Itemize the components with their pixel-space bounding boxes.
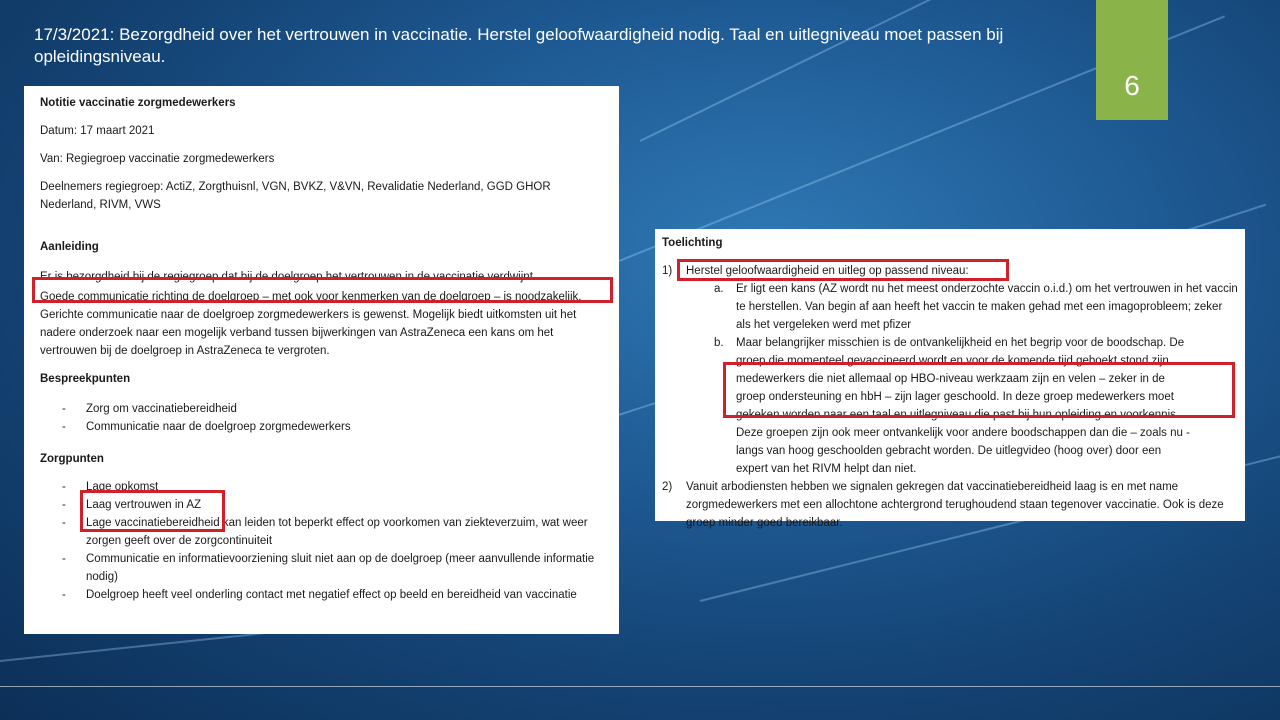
text-line: langs van hoog geschoolden gebracht worden. De uitlegvideo (hoog over) door een xyxy=(736,445,1162,457)
doc-heading: Notitie vaccinatie zorgmedewerkers xyxy=(40,97,236,109)
highlight-box-item1b xyxy=(723,362,1235,418)
list-item: - Doelgroep heeft veel onderling contact met negatief effect op beeld en bereidheid van vaccinatie xyxy=(40,586,610,604)
item-number: 1) xyxy=(662,265,673,277)
aanleiding-highlight: Er is bezorgdheid bij de regiegroep dat bij de doelgroep het vertrouwen in de vaccinatie verdwijnt. xyxy=(40,271,537,283)
toelichting-heading: Toelichting xyxy=(662,237,723,249)
item-1-label: Herstel geloofwaardigheid en uitleg op passend niveau: xyxy=(686,265,969,277)
list-item-1a xyxy=(662,280,1238,334)
list-item: - Laag vertrouwen in AZ xyxy=(40,496,610,514)
list-item-2 xyxy=(662,478,1238,532)
slide-title: 17/3/2021: Bezorgdheid over het vertrouwen in vaccinatie. Herstel geloofwaardigheid nodig. Taal en uitlegniveau moet passen bij opleidingsniveau. xyxy=(34,25,1004,66)
bullet-dash: - xyxy=(62,517,66,529)
doc-from: Van: Regiegroep vaccinatie zorgmedewerkers xyxy=(40,153,275,165)
bullet-dash: - xyxy=(62,421,66,433)
list-item: - Lage vaccinatiebereidheid kan leiden tot beperkt effect op voorkomen van ziekteverzuim, wat weer zorgen geeft over de zorgcontinuiteit xyxy=(40,514,610,550)
list-item: - Zorg om vaccinatiebereidheid xyxy=(40,400,610,418)
list-item: - Communicatie en informatievoorziening sluit niet aan op de doelgroep (meer aanvullende informatie nodig) xyxy=(40,550,610,586)
item-1a-text: Er ligt een kans (AZ wordt nu het meest onderzochte vaccin o.i.d.) om het vertrouwen in het vaccin te herstellen. Van begin af aan heeft het vaccin te maken gehad met een imagoprobleem; zeker als het vergeleken werd met pfizer xyxy=(736,283,1238,331)
text-line: Deze groepen zijn ook meer ontvankelijk voor andere boodschappen dan die – zoals nu - xyxy=(736,427,1190,439)
bullet-dash: - xyxy=(62,481,66,493)
aanleiding-text: Goede communicatie richting de doelgroep – met ook voor kenmerken van de doelgroep – is noodzakelijk. Gerichte communicatie naar de doelgroep zorgmedewerkers is gewenst. Mogelijk biedt uitkomsten uit het nadere onderzoek naar een mogelijk verband tussen bijwerkingen van AstraZeneca een kans om het vertrouwen bij de doelgroep in AstraZeneca te vergroten. xyxy=(40,291,582,357)
bespreekpunten-list xyxy=(40,400,610,436)
highlight-box-zorgpunten xyxy=(80,490,225,532)
doc-participants: Deelnemers regiegroep: ActiZ, Zorgthuisnl, VGN, BVKZ, V&VN, Revalidatie Nederland, GGD GHOR Nederland, RIVM, VWS xyxy=(40,181,551,211)
highlight-box-aanleiding xyxy=(32,277,613,303)
text-line: groep die momenteel gevaccineerd wordt en voor de komende tijd geboekt stond zijn xyxy=(736,355,1169,367)
slide-number: 6 xyxy=(1124,70,1140,101)
toelichting-document xyxy=(655,229,1245,529)
item-letter: a. xyxy=(714,283,724,295)
slide-number-box xyxy=(1096,0,1168,120)
bespreekpunten-heading: Bespreekpunten xyxy=(40,373,131,385)
item-2-text: Vanuit arbodiensten hebben we signalen gekregen dat vaccinatiebereidheid laag is en met name zorgmedewerkers met een allochtone achtergrond terughoudend staan tegenover vaccinatie. Ook is deze groep minder goed bereikbaar. xyxy=(686,481,1224,529)
list-item: - Communicatie naar de doelgroep zorgmedewerkers xyxy=(40,418,610,436)
notitie-document xyxy=(24,86,619,634)
doc-date: Datum: 17 maart 2021 xyxy=(40,125,155,137)
list-item: - Lage opkomst xyxy=(40,478,610,496)
text-line: gekeken worden naar een taal en uitlegniveau die past bij hun opleiding en voorkennis. xyxy=(736,409,1180,421)
zorgpunten-heading: Zorgpunten xyxy=(40,453,104,465)
aanleiding-heading: Aanleiding xyxy=(40,241,99,253)
bullet-dash: - xyxy=(62,499,66,511)
item-letter: b. xyxy=(714,337,724,349)
highlight-box-item1 xyxy=(677,259,1009,281)
bullet-dash: - xyxy=(62,403,66,415)
text-line: groep ondersteuning en hbH – zijn lager geschoold. In deze groep medewerkers moet xyxy=(736,391,1174,403)
text-line: expert van het RIVM helpt dan niet. xyxy=(736,463,917,475)
footer-divider xyxy=(0,686,1280,687)
bullet-dash: - xyxy=(62,553,66,565)
bullet-dash: - xyxy=(62,589,66,601)
text-line: Maar belangrijker misschien is de ontvankelijkheid en het begrip voor de boodschap. De xyxy=(736,337,1185,349)
item-number: 2) xyxy=(662,481,673,493)
text-line: medewerkers die niet allemaal op HBO-niveau werkzaam zijn en velen – zeker in de xyxy=(736,373,1165,385)
